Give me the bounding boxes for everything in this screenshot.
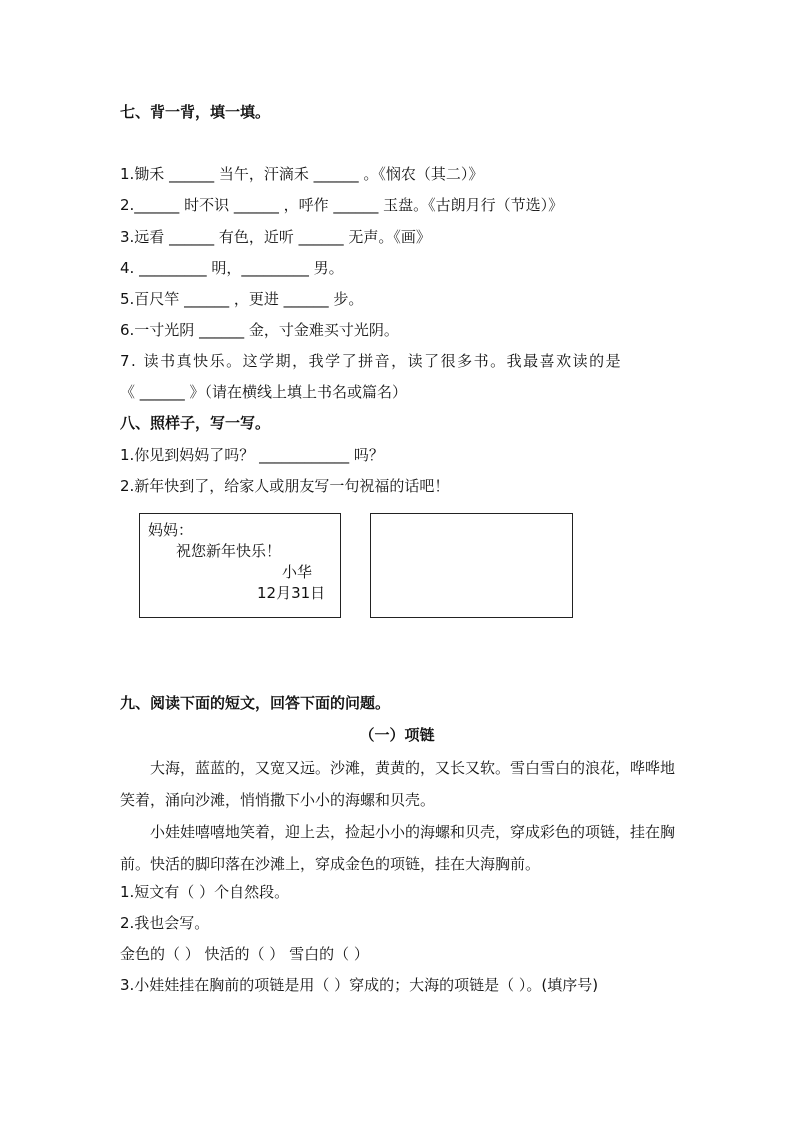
card-signature: 小华 [282, 563, 313, 581]
section7-q5: 5.百尺竿 ______ ，更进 ______ 步。 [120, 290, 364, 308]
card-date: 12月31日 [257, 584, 326, 602]
section7-q1: 1.锄禾 ______ 当午，汗滴禾 ______ 。《悯农（其二）》 [120, 165, 484, 183]
section7-q7-line2: 《 ______ 》（请在横线上填上书名或篇名） [120, 383, 408, 401]
section7-q7-line1: 7. 读书真快乐。这学期，我学了拼音，读了很多书。我最喜欢读的是 [120, 352, 623, 370]
section7-q2: 2.______ 时不识 ______ ，呼作 ______ 玉盘。《古朗月行（节选）》 [120, 196, 564, 214]
section8-q1: 1.你见到妈妈了吗？ ____________ 吗？ [120, 446, 384, 464]
section9-q1: 1.短文有（ ）个自然段。 [120, 883, 290, 901]
section8-q2: 2.新年快到了，给家人或朋友写一句祝福的话吧！ [120, 477, 450, 495]
passage-paragraph-2: 小娃娃嘻嘻地笑着，迎上去，捡起小小的海螺和贝壳，穿成彩色的项链，挂在胸前。快活的脚印落在沙滩上，穿成金色的项链，挂在大海胸前。 [120, 823, 676, 873]
passage-title: （一）项链 [359, 726, 435, 744]
section9-q3: 3.小娃娃挂在胸前的项链是用（ ）穿成的；大海的项链是（ ）。(填序号) [120, 976, 599, 994]
blank-answer-card[interactable] [370, 513, 573, 618]
section9-q2-items: 金色的（ ） 快活的（ ） 雪白的（ ） [120, 945, 369, 963]
passage-paragraph-1: 大海，蓝蓝的，又宽又远。沙滩，黄黄的，又长又软。雪白雪白的浪花，哗哗地笑着，涌向沙滩，悄悄撒下小小的海螺和贝壳。 [120, 759, 676, 809]
example-greeting-card [139, 513, 341, 618]
card-message: 祝您新年快乐！ [176, 542, 282, 560]
card-salutation: 妈妈： [148, 521, 194, 539]
section8-title: 八、照样子，写一写。 [120, 414, 271, 432]
section7-q3: 3.远看 ______ 有色，近听 ______ 无声。《画》 [120, 228, 431, 246]
section7-q4: 4. _________ 明，_________ 男。 [120, 259, 344, 277]
section9-title: 九、阅读下面的短文，回答下面的问题。 [120, 694, 391, 712]
section7-q6: 6.一寸光阴 ______ 金，寸金难买寸光阴。 [120, 321, 399, 339]
section7-title: 七、背一背，填一填。 [120, 103, 271, 121]
section9-q2: 2.我也会写。 [120, 914, 210, 932]
